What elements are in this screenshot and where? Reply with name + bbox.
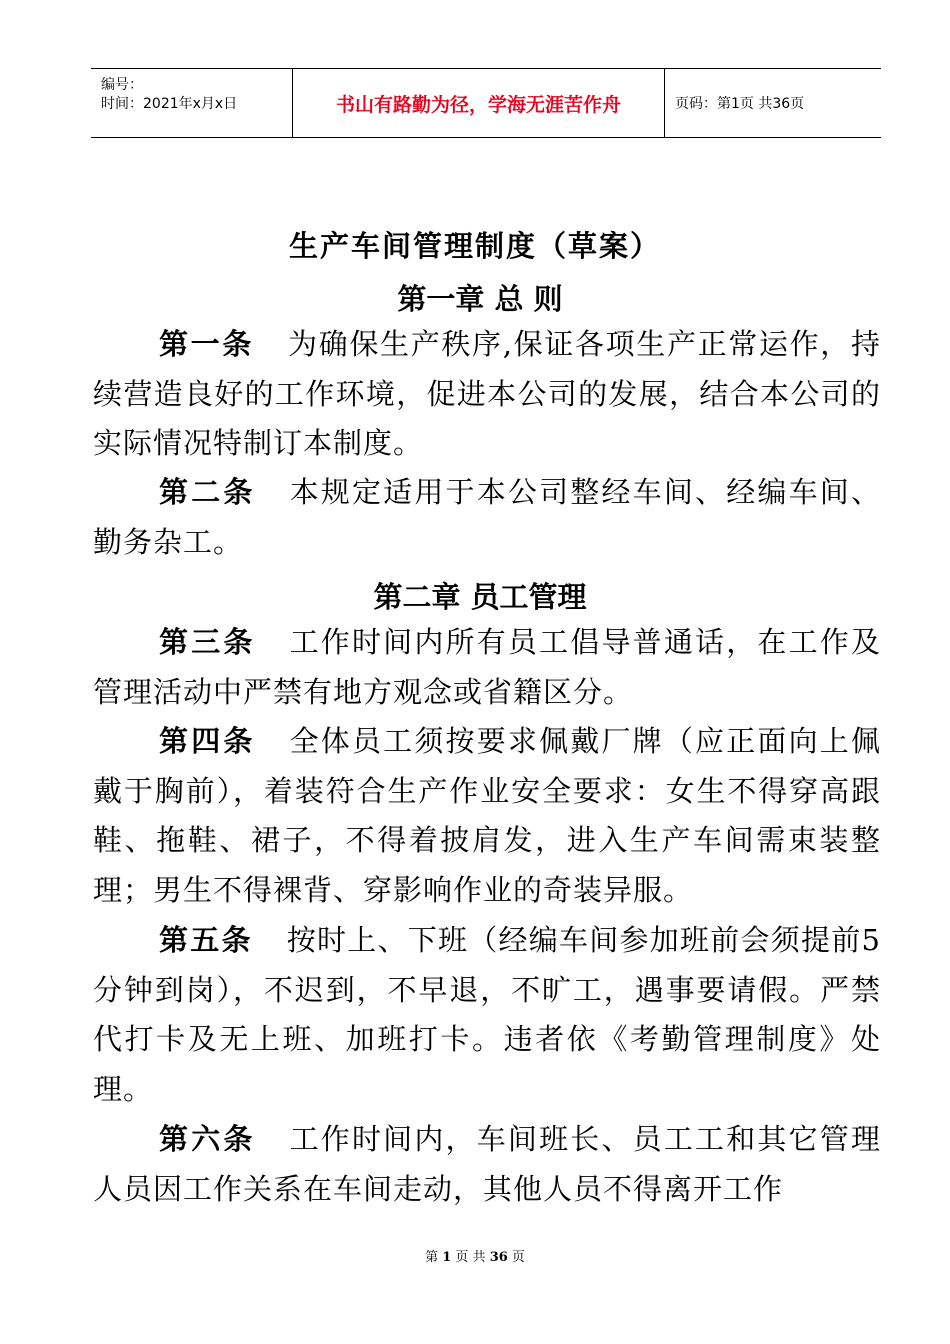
chapter-heading-2: 第二章 员工管理 [373,580,587,614]
header-info-cell [91,69,293,137]
article-3 [93,618,881,717]
article-5 [93,916,881,1114]
article-4 [93,717,881,915]
footer-total-pages: 36 [489,1250,508,1265]
article-2 [93,468,881,567]
chapter-heading-1: 第一章 总 则 [397,282,563,316]
article-label: 第二条 [159,475,256,509]
footer-page-number: 1 [442,1250,452,1265]
article-label: 第四条 [159,724,256,758]
number-label: 编号： [101,77,143,93]
page-code: 页码：第1页 共36页 [675,96,805,112]
article-6 [93,1115,881,1214]
header-table [91,68,881,138]
article-label: 第三条 [159,625,256,659]
article-label: 第一条 [159,327,255,361]
footer-prefix: 第 [425,1250,439,1265]
article-label: 第六条 [159,1122,256,1156]
motto: 书山有路勤为径，学海无涯苦作舟 [293,69,665,137]
article-1 [93,320,881,469]
footer-middle: 页 共 [455,1250,486,1265]
article-text: 为确保生产秩序,保证各项生产正常运作，持续营造良好的工作环境，促进本公司的发展，结合本公司的实际情况特制订本制度。 [93,327,881,460]
article-text: 按时上、下班（经编车间参加班前会须提前5分钟到岗），不迟到，不早退，不旷工，遇事要请假。严禁代打卡及无上班、加班打卡。违者依《考勤管理制度》处理。 [93,923,881,1106]
article-text: 全体员工须按要求佩戴厂牌（应正面向上佩戴于胸前），着装符合生产作业安全要求：女生不得穿高跟鞋、拖鞋、裙子，不得着披肩发，进入生产车间需束装整理；男生不得裸背、穿影响作业的奇装异服。 [93,724,881,907]
article-text: 本规定适用于本公司整经车间、经编车间、勤务杂工。 [93,475,881,559]
footer-suffix: 页 [511,1250,525,1265]
article-label: 第五条 [159,923,253,957]
page-footer [0,1246,950,1265]
time-label: 时间：2021年x月x日 [101,96,238,112]
article-text: 工作时间内所有员工倡导普通话，在工作及管理活动中严禁有地方观念或省籍区分。 [93,625,881,709]
document-title: 生产车间管理制度（草案） [288,229,661,263]
article-text: 工作时间内，车间班长、员工工和其它管理人员因工作关系在车间走动，其他人员不得离开工作 [93,1122,881,1206]
